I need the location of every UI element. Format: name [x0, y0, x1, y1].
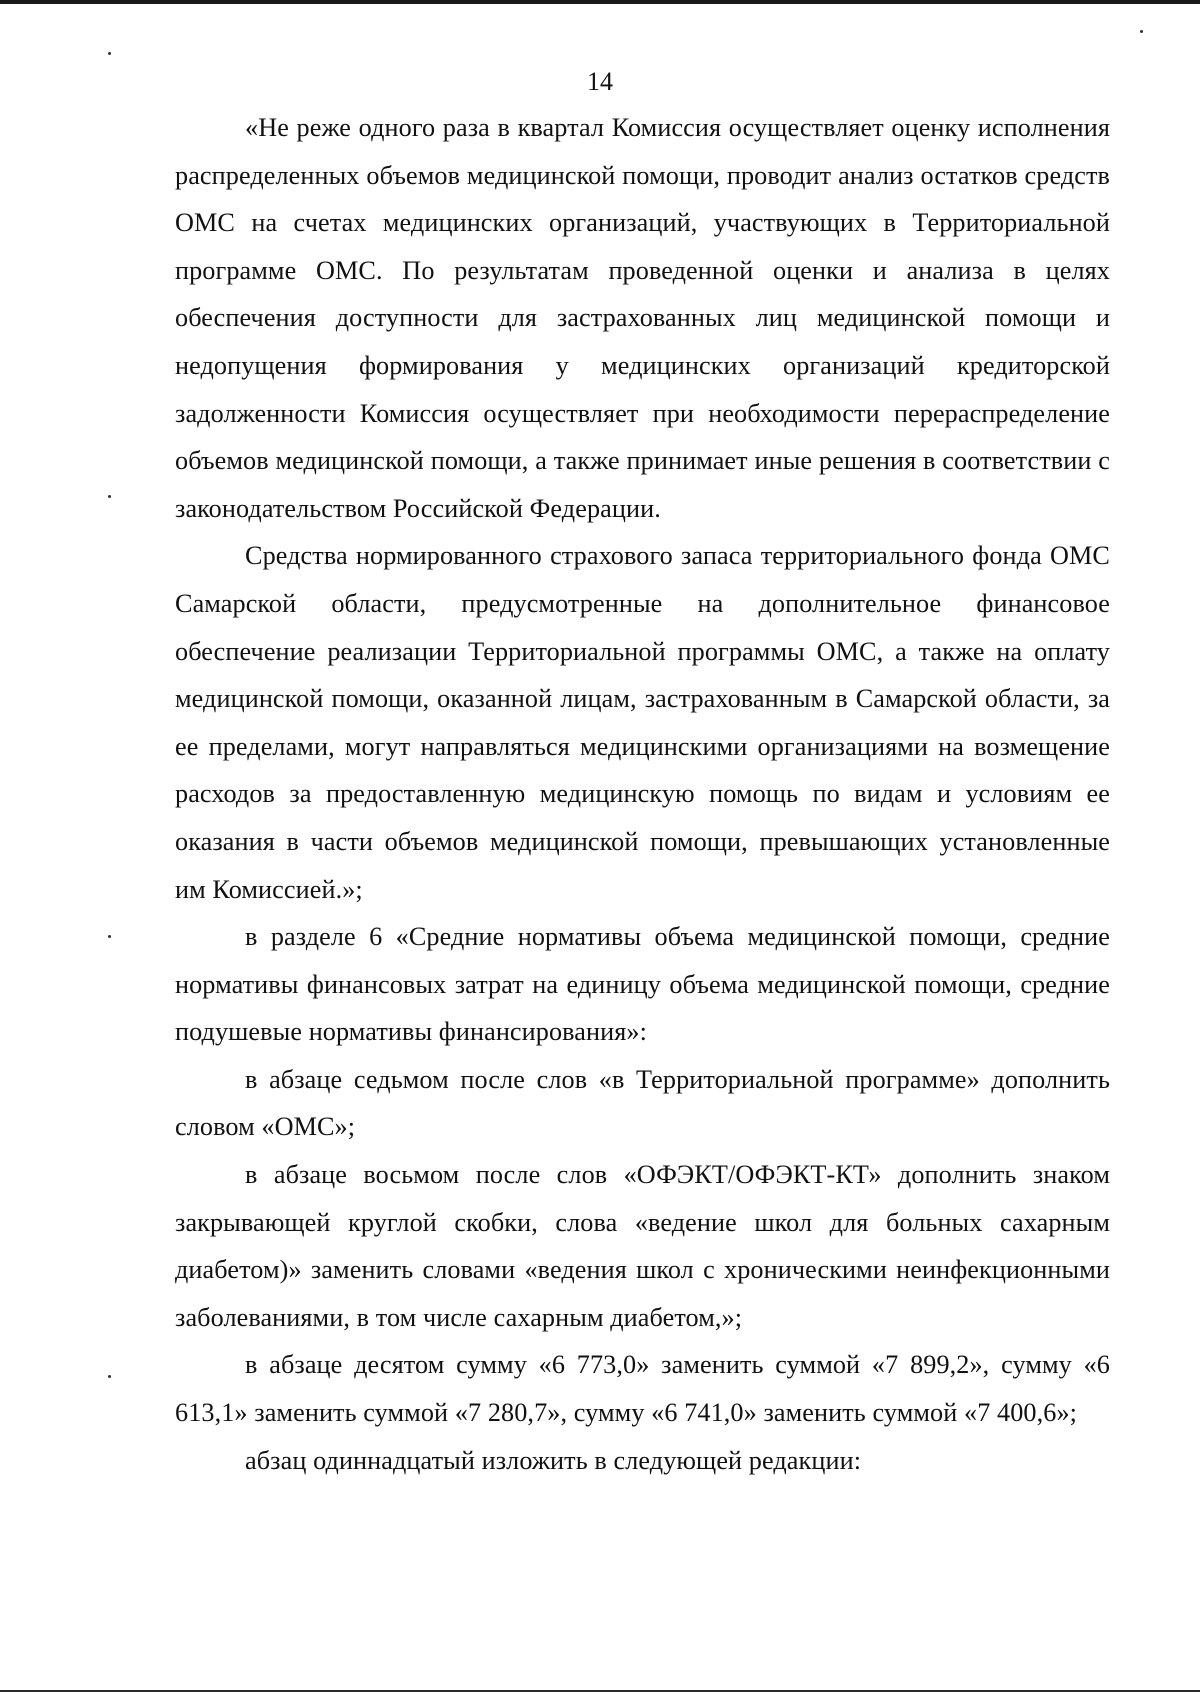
scan-speck	[108, 935, 111, 938]
paragraph-eighth-clause: в абзаце восьмом после слов «ОФЭКТ/ОФЭКТ-КТ» дополнить знаком закрывающей круглой скобки, слова «ведение школ для больных сахарным диабетом)» заменить словами «ведения школ с хроническими неинфекционными заболеваниями, в том числе сахарным диабетом,»;	[175, 1160, 1110, 1332]
paragraph-seventh-clause: в абзаце седьмом после слов «в Территориальной программе» дополнить словом «ОМС»;	[175, 1064, 1110, 1142]
scan-bottom-edge	[0, 1690, 1200, 1692]
scan-top-edge	[0, 0, 1200, 4]
document-body	[175, 104, 1110, 1484]
paragraph-eleventh-clause: абзац одиннадцатый изложить в следующей редакции:	[245, 1445, 862, 1475]
scan-speck	[1140, 30, 1143, 33]
page-number: 14	[587, 67, 613, 96]
paragraph-commission-assessment: «Не реже одного раза в квартал Комиссия осуществляет оценку исполнения распределенных объемов медицинской помощи, проводит анализ остатков средств ОМС на счетах медицинских организаций, участвующих в Территориальной программе ОМС. По результатам проведенной оценки и анализа в целях обеспечения доступности для застрахованных лиц медицинской помощи и недопущения формирования у медицинских организаций кредиторской задолженности Комиссия осуществляет при необходимости перераспределение объемов медицинской помощи, а также принимает иные решения в соответствии с законодательством Российской Федерации.	[175, 113, 1110, 523]
scan-speck	[108, 495, 111, 498]
paragraph-section-6: в разделе 6 «Средние нормативы объема медицинской помощи, средние нормативы финансовых затрат на единицу объема медицинской помощи, средние подушевые нормативы финансирования»:	[175, 922, 1110, 1047]
scan-speck	[108, 52, 111, 55]
scan-speck	[108, 1375, 111, 1378]
paragraph-tenth-clause: в абзаце десятом сумму «6 773,0» заменить суммой «7 899,2», сумму «6 613,1» заменить суммой «7 280,7», сумму «6 741,0» заменить суммой «7 400,6»;	[175, 1350, 1110, 1428]
paragraph-insurance-reserve: Средства нормированного страхового запаса территориального фонда ОМС Самарской области, предусмотренные на дополнительное финансовое обеспечение реализации Территориальной программы ОМС, а также на оплату медицинской помощи, оказанной лицам, застрахованным в Самарской области, за ее пределами, могут направляться медицинскими организациями на возмещение расходов за предоставленную медицинскую помощь по видам и условиям ее оказания в части объемов медицинской помощи, превышающих установленные им Комиссией.»;	[175, 541, 1110, 904]
